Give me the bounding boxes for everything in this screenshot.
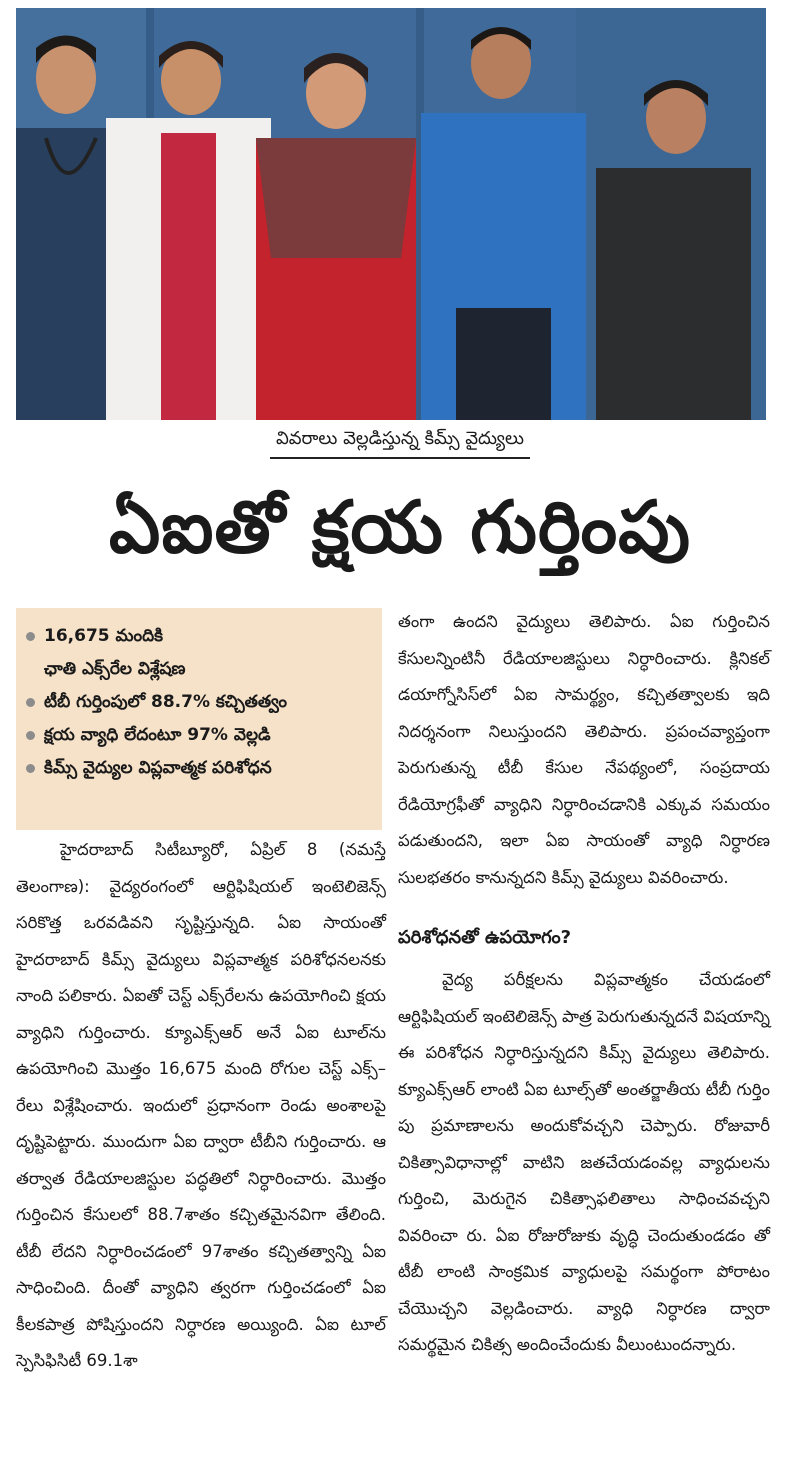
headline: ఏఐతో క్షయ గుర్తింపు <box>108 485 692 569</box>
photo-caption-wrap <box>0 428 800 459</box>
bullet-icon <box>26 731 35 740</box>
highlight-item <box>26 620 374 686</box>
bullet-icon <box>26 698 35 707</box>
group-photo <box>16 8 766 420</box>
article-right-column <box>398 604 770 1364</box>
highlight-line: కిమ్స్ వైద్యుల విప్లవాత్మక పరిశోధన <box>44 758 272 778</box>
article-paragraph: హైదరాబాద్ సిటీబ్యూరో, ఏప్రిల్ 8 (నమస్తే తెలంగాణ): వైద్యరంగంలో ఆర్టిఫిషియల్ ఇంటెలిజెన్స్ సరికొత్త ఒరవడివని సృష్టిస్తున్నది. ఏఐ సాయంతో హైదరాబాద్ కిమ్స్ వైద్యులు విప్లవాత్మక పరిశోధనలనకు నాంది పలికారు. ఏఐతో చెస్ట్ ఎక్స్‌రేలను ఉపయోగించి క్షయ వ్యాధిని గుర్తించారు. క్యూఎక్స్‌ఆర్ అనే ఏఐ టూల్‌ను ఉపయోగించి మొత్తం 16,675 మంది రోగుల చెస్ట్ ఎక్స్–రేలు విశ్లేషించారు. ఇందులో ప్రధానంగా రెండు అంశాలపై దృష్టిపెట్టారు. ముందుగా ఏఐ ద్వారా టీబీని గుర్తించారు. ఆ తర్వాత రేడియాలజిస్టుల పద్ధతిలో నిర్ధారించారు. మొత్తం గుర్తించిన కేసులలో 88.7శాతం కచ్చితమైనవిగా తేలింది. టీబీ లేదని నిర్ధారించడంలో 97శాతం కచ్చితత్వాన్ని ఏఐ సాధించింది. దీంతో వ్యాధిని త్వరగా గుర్తించడంలో ఏఐ కీలకపాత్ర పోషిస్తుందని నిర్ధారణ అయ్యింది. ఏఐ టూల్ స్పెసిఫిసిటీ 69.1శా <box>16 840 386 1370</box>
bullet-icon <box>26 632 35 641</box>
article-left-column <box>16 832 386 1380</box>
highlight-item <box>26 752 374 785</box>
highlight-line: టీబీ గుర్తింపులో 88.7% కచ్చితత్వం <box>44 692 288 712</box>
highlight-line: ఛాతి ఎక్స్‌రేల విశ్లేషణ <box>44 659 186 679</box>
highlights-box <box>16 608 382 830</box>
highlight-item <box>26 719 374 752</box>
highlight-line: 16,675 మందికి <box>44 626 164 646</box>
article-paragraph: వైద్య పరీక్షలను విప్లవాత్మకం చేయడంలో ఆర్టిఫిషియల్ ఇంటెలిజెన్స్ పాత్ర పెరుగుతున్నదనే విషయాన్ని ఈ పరిశోధన నిర్ధారిస్తున్నదని కిమ్స్ వైద్యులు తెలిపారు. క్యూఎక్స్‌ఆర్ లాంటి ఏఐ టూల్స్‌తో అంతర్జాతీయ టీబీ గుర్తిం పు ప్రమాణాలను అందుకోవచ్చని చెప్పారు. రోజువారీ చికిత్సావిధానాల్లో వాటిని జతచేయడంవల్ల వ్యాధులను గుర్తించి, మెరుగైన చికిత్సాఫలితాలు సాధించవచ్చని వివరించా రు. ఏఐ రోజురోజుకు వృద్ధి చెందుతుండడం తో టీబీ లాంటి సాంక్రమిక వ్యాధులపై సమర్థంగా పోరాటం చేయొచ్చని వెల్లడించారు. వ్యాధి నిర్ధారణ ద్వారా సమర్థమైన చికిత్స అందించేందుకు వీలుంటుందన్నారు. <box>398 970 770 1354</box>
article-paragraph: తంగా ఉందని వైద్యులు తెలిపారు. ఏఐ గుర్తించిన కేసులన్నింటినీ రేడియాలజిస్టులు నిర్ధారించారు. క్లినికల్ డయాగ్నోసిస్‌లో ఏఐ సామర్థ్యం, కచ్చితత్వాలకు ఇది నిదర్శనంగా నిలుస్తుందని తెలిపారు. ప్రపంచవ్యాప్తంగా పెరుగుతున్న టీబీ కేసుల నేపథ్యంలో, సంప్రదాయ రేడియోగ్రఫీతో వ్యాధిని నిర్ధారించడానికి ఎక్కువ సమయం పడుతుందని, ఇలా ఏఐ సాయంతో వ్యాధి నిర్ధారణ సులభతరం కానున్నదని కిమ్స్ వైద్యులు వివరించారు. <box>398 612 770 887</box>
bullet-icon <box>26 764 35 773</box>
article-subheading: పరిశోధనతో ఉపయోగం? <box>398 927 572 948</box>
highlight-item <box>26 686 374 719</box>
highlight-line: క్షయ వ్యాధి లేదంటూ 97% వెల్లడి <box>44 725 271 745</box>
photo-caption: వివరాలు వెల్లడిస్తున్న కిమ్స్ వైద్యులు <box>270 428 530 459</box>
group-photo-icon <box>16 8 766 420</box>
